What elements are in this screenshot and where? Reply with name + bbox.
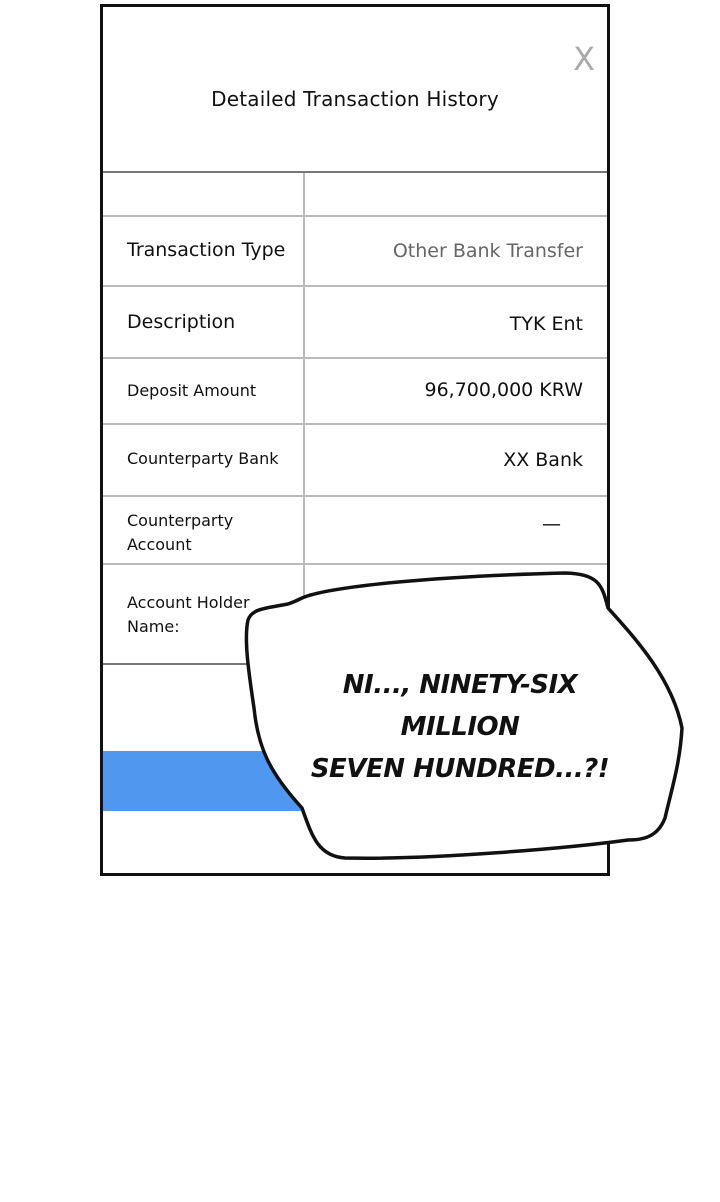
row-counterparty-bank [103,425,607,497]
bubble-text [300,664,620,790]
row-label: Counterparty Account [127,511,234,554]
dialog-title: Detailed Transaction History [211,87,499,111]
row-value: XX Bank [503,449,583,471]
row-value: — [542,513,561,535]
speech-bubble [240,568,690,868]
row-value: TYK Ent [509,313,583,335]
bubble-line: NI..., NINETY-SIX MILLION [342,670,578,742]
dialog-header [103,7,607,173]
row-label: Description [127,311,236,333]
row-value: 96,700,000 KRW [424,379,583,401]
close-icon[interactable]: X [573,40,595,78]
row-label: Deposit Amount [127,381,257,400]
row-description [103,287,607,359]
row-label: Transaction Type [127,239,286,261]
row-deposit-amount [103,359,607,425]
row-value: Other Bank Transfer [392,240,583,262]
row-label: Account Holder Name: [127,593,250,636]
empty-row [103,173,607,217]
bubble-line: SEVEN HUNDRED...?! [310,754,610,784]
row-transaction-type [103,217,607,287]
row-counterparty-account [103,497,607,565]
row-label: Counterparty Bank [127,449,279,468]
